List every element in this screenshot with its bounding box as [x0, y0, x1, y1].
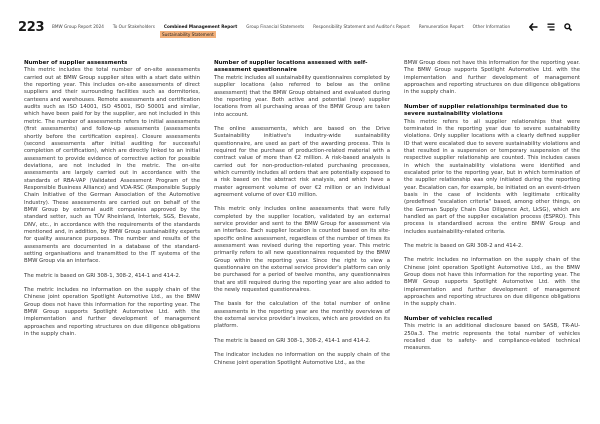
- paragraph: The indicator includes no information on the supply chain of the Chinese joint operation Spotlight Automotive Ltd., as the: [214, 352, 390, 366]
- paragraph: This metric is an additional disclosure based on SASB, TR-AU-250a.3. The metric represents the total number of vehicles recalled due to safety- and compliance-related technical measures.: [404, 323, 580, 352]
- nav-management-report[interactable]: Combined Management Report: [163, 24, 238, 29]
- heading-self-assessment: Number of supplier locations assessed with self-assessment questionnaire: [214, 60, 368, 74]
- nav-financial-statements[interactable]: Group Financial Statements: [246, 24, 305, 29]
- paragraph: This metric includes the total number of on-site assessments carried out at BMW Group supplier sites with a start date within the reporting year. This includes on-site assessments of direct suppliers and their surrounding facilities such as dormitories, canteens and warehouses. Remote assessments and certification audits such as ISO 14001, ISO 45001, ISO 50001 and similar, which have been paid for by the supplier, are not included in this metric. The number of assessments refers to initial assessments (first assessments) and follow-up assessments (assessments shortly before the certification expires). Closure assessments (second assessments after initial auditing for successful completion of certification), which are directly linked to an initial assessment to provide evidence of corrective action for possible deviations, are not included in the metric. The on-site assessments are largely carried out in accordance with the standards of RBA-VAP (Validated Assessment Program of the Responsible Business Alliance) and VDA-RSC (Responsible Supply Chain Initiative of the German Association of the Automotive Industry). These assessments are carried out on behalf of the BMW Group by external audit companies approved by the standard setter, such as TÜV Rheinland, Intertek, SGS, Elevate, DNV, etc., in accordance with the requirements of the standards mentioned and, in addition, by BMW Group sustainability experts for quality assurance purposes. The number and results of the assessments are documented in a database of the standard-setting organisations and transmitted to the IT systems of the BMW Group via an interface.: [24, 67, 200, 265]
- paragraph: The metric includes no information on the supply chain of the Chinese joint operation Spotlight Automotive Ltd., as the BMW Group does not have this information for the reporting year. The BMW Group supports Spotlight Automotive Ltd. with the implementation and further development of management approaches and reporting structures on due diligence obligations in the supply chain.: [404, 257, 580, 308]
- heading-supplier-assessments: Number of supplier assessments: [24, 60, 128, 66]
- top-navigation: [52, 24, 519, 29]
- paragraph: This metric only includes online assessments that were fully completed by the supplier location, validated by an external service provider and sent to the BMW Group for assessment via an interface. Each supplier location is counted based on its site-specific online assessment, regardless of the number of times its assessment was revised during the reporting year. This metric primarily refers to all new questionnaires requested by the BMW Group within the reporting year. Since the right to view a questionnaire on the external service provider's platform can only be purchased for a period of twelve months, any questionnaires that are still required during the reporting year are also added to the newly requested questionnaires.: [214, 206, 390, 294]
- nav-other-information[interactable]: Other Information: [472, 24, 511, 29]
- page-header: [0, 0, 600, 40]
- content-columns: [24, 60, 580, 367]
- paragraph: The metric is based on GRI 308-1, 308-2, 414-1 and 414-2.: [24, 272, 181, 279]
- paragraph: This metric refers to all supplier relationships that were terminated in the reporting year due to severe sustainability violations. Only supplier locations with a clearly defined supplier ID that were escalated due to severe sustainability violations and that resulted in a suspension or temporary suspension of the respective supplier relationship are counted. This includes cases in which the sustainability violations were identified and escalated prior to the reporting year, but in which termination of the supplier relationship was only initiated during the reporting year. Escalation can, for example, be initiated on an event-driven basis in the case of incidents with legitimate criticality (predefined "escalation criteria" based, among other things, on the German Supply Chain Due Diligence Act, LkSG), which are handled as part of the supplier escalation process (ESPRO). This process is standardised across the entire BMW Group and includes sustainability-related criteria.: [404, 118, 580, 235]
- back-arrow-icon[interactable]: [529, 22, 538, 31]
- paragraph: The metric includes all sustainability questionnaires completed by supplier locations (also referred to below as the online assessment) that the BMW Group obtained and evaluated during the reporting year. Both active and potential (new) supplier locations from all purchasing areas of the BMW Group are taken into account.: [214, 74, 390, 118]
- column-2: [214, 60, 390, 367]
- paragraph: The basis for the calculation of the total number of online assessments in the reporting year are the monthly overviews of the external service provider's invoices, which are provided on its platform.: [214, 301, 390, 330]
- column-1: [24, 60, 200, 367]
- search-icon[interactable]: [563, 22, 572, 31]
- nav-report[interactable]: BMW Group Report 2024: [52, 24, 104, 29]
- nav-remuneration-report[interactable]: Remuneration Report: [418, 24, 464, 29]
- nav-stakeholders[interactable]: To Our Stakeholders: [112, 24, 155, 29]
- header-icons: [529, 22, 572, 31]
- heading-terminated-relationships: Number of supplier relationships terminated due to severe sustainability violations: [404, 103, 568, 118]
- column-3: [404, 60, 580, 367]
- nav-sustainability-statement[interactable]: Sustainability Statement: [162, 32, 214, 37]
- paragraph: The metric is based on GRI 308-2 and 414-2.: [404, 243, 523, 250]
- nav-responsibility-statement[interactable]: Responsibility Statement and Auditor's Report: [313, 24, 410, 29]
- paragraph: The metric is based on GRI 308-1, 308-2, 414-1 and 414-2.: [214, 337, 371, 344]
- paragraph: The online assessments, which are based on the Drive Sustainability initiative's industry-wide sustainability questionnaire, are used as part of the awarding process. This is required for the purchase of production-related material with a contract value of more than €2 million. A risk-based analysis is carried out for non-production-related purchasing processes, which currently includes all orders that are potentially exposed to a risk based on the abstract risk analysis, and which have a master agreement volume of over €2 million or an individual agreement volume of over €10 million.: [214, 125, 390, 198]
- paragraph: The metric includes no information on the supply chain of the Chinese joint operation Spotlight Automotive Ltd., as the BMW Group does not have this information for the reporting year. The BMW Group supports Spotlight Automotive Ltd. with the implementation and further development of management approaches and reporting structures on due diligence obligations in the supply chain.: [24, 287, 200, 338]
- menu-icon[interactable]: [546, 22, 555, 31]
- paragraph: BMW Group does not have this information for the reporting year. The BMW Group supports Spotlight Automotive Ltd. with the implementation and further development of management approaches and reporting structures on due diligence obligations in the supply chain.: [404, 60, 580, 96]
- page-number: 223: [18, 20, 45, 35]
- heading-vehicles-recalled: Number of vehicles recalled: [404, 315, 493, 322]
